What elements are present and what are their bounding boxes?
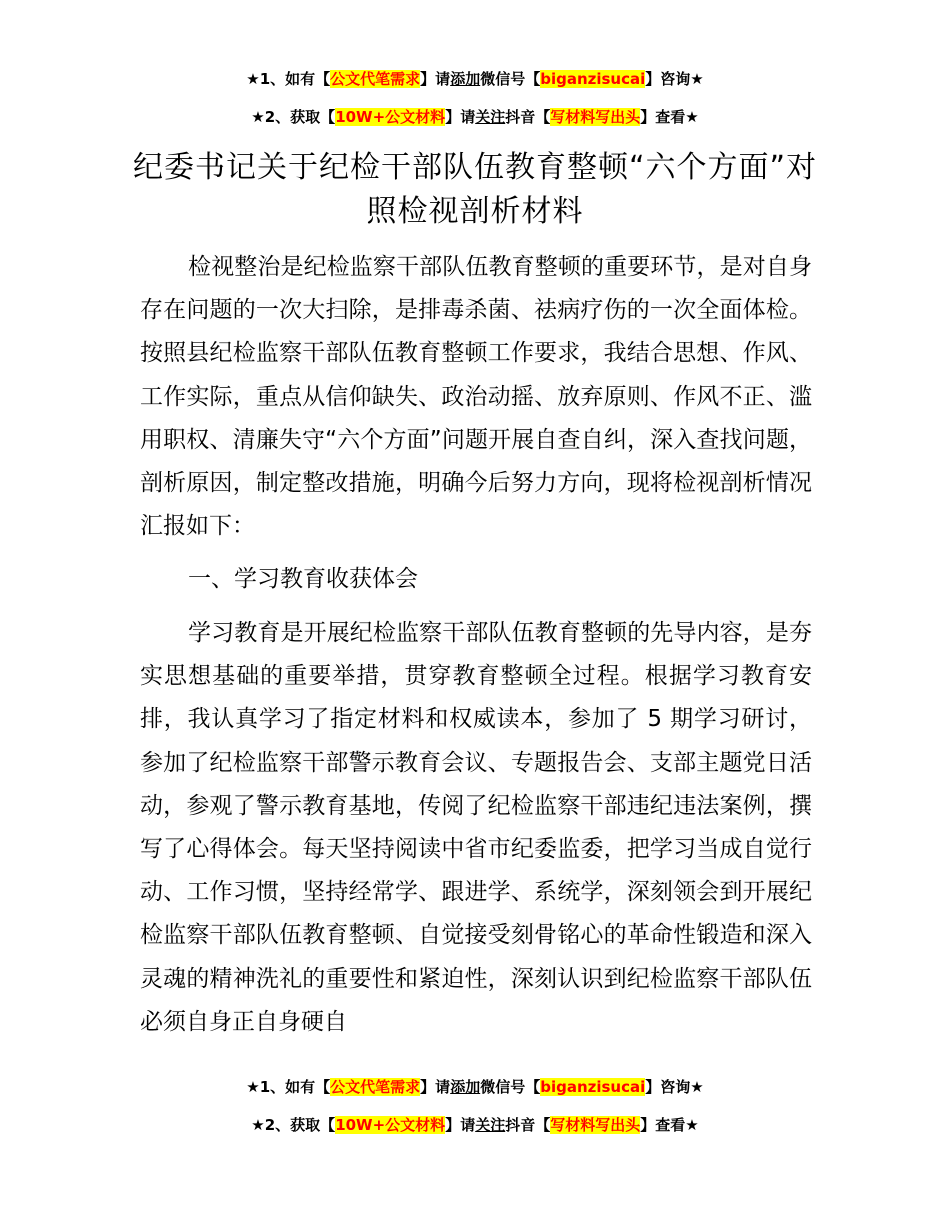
footer-line1-prefix: ★1、如有【: [246, 1078, 331, 1096]
footer-line2-middle1: 】请: [445, 1116, 476, 1134]
header-line2-suffix: 】查看★: [640, 108, 699, 126]
header-line1-underlined: 添加: [450, 70, 481, 88]
header-line2-middle2: 抖音【: [505, 108, 551, 126]
footer-line2-prefix: ★2、获取【: [251, 1116, 336, 1134]
header-line1-middle2: 微信号【: [480, 70, 541, 88]
section-1-heading: 一、学习教育收获体会: [188, 566, 418, 592]
footer-line1-highlight-service: 公文代笔需求: [330, 1078, 421, 1096]
footer-promo-line-1: [0, 1077, 950, 1097]
footer-line2-highlight-materials: 10W+公文材料: [335, 1116, 446, 1134]
header-line1-suffix: 】咨询★: [645, 70, 704, 88]
header-line2-prefix: ★2、获取【: [251, 108, 336, 126]
header-line2-middle1: 】请: [445, 108, 476, 126]
footer-line1-middle2: 微信号【: [480, 1078, 541, 1096]
document-title: 纪委书记关于纪检干部队伍教育整顿“六个方面”对照检视剖析材料: [132, 150, 818, 229]
footer-line1-suffix: 】咨询★: [645, 1078, 704, 1096]
footer-line2-suffix: 】查看★: [640, 1116, 699, 1134]
intro-paragraph: 检视整治是纪检监察干部队伍教育整顿的重要环节，是对自身存在问题的一次大扫除，是排毒杀菌、祛病疗伤的一次全面体检。按照县纪检监察干部队伍教育整顿工作要求，我结合思想、作风、工作实际，重点从信仰缺失、政治动摇、放弃原则、作风不正、滥用职权、清廉失守“六个方面”问题开展自查自纠，深入查找问题，剖析原因，制定整改措施，明确今后努力方向，现将检视剖析情况汇报如下：: [140, 254, 812, 540]
header-promo-line-2: [0, 107, 950, 127]
header-line1-highlight-service: 公文代笔需求: [330, 70, 421, 88]
header-line2-highlight-douyin: 写材料写出头: [550, 108, 641, 126]
section-1-paragraph: 学习教育是开展纪检监察干部队伍教育整顿的先导内容，是夯实思想基础的重要举措，贯穿教育整顿全过程。根据学习教育安排，我认真学习了指定材料和权威读本，参加了 5 期学习研讨，参加了纪检监察干部警示教育会议、专题报告会、支部主题党日活动，参观了警示教育基地，传阅了纪检监察干部违纪违法案例，撰写了心得体会。每天坚持阅读中省市纪委监委，把学习当成自觉行动、工作习惯，坚持经常学、跟进学、系统学，深刻领会到开展纪检监察干部队伍教育整顿、自觉接受刻骨铭心的革命性锻造和深入灵魂的精神洗礼的重要性和紧迫性，深刻认识到纪检监察干部队伍必须自身正自身硬自: [140, 620, 812, 1035]
footer-promo-line-2: [0, 1115, 950, 1135]
footer-line1-middle1: 】请: [420, 1078, 451, 1096]
footer-line2-middle2: 抖音【: [505, 1116, 551, 1134]
footer-line1-underlined: 添加: [450, 1078, 481, 1096]
header-line1-highlight-wechat: biganzisucai: [540, 70, 646, 88]
footer-line2-underlined: 关注: [475, 1116, 506, 1134]
header-line2-highlight-materials: 10W+公文材料: [335, 108, 446, 126]
header-promo-line-1: [0, 69, 950, 89]
header-line2-underlined: 关注: [475, 108, 506, 126]
header-line1-middle1: 】请: [420, 70, 451, 88]
footer-line1-highlight-wechat: biganzisucai: [540, 1078, 646, 1096]
footer-line2-highlight-douyin: 写材料写出头: [550, 1116, 641, 1134]
header-line1-prefix: ★1、如有【: [246, 70, 331, 88]
